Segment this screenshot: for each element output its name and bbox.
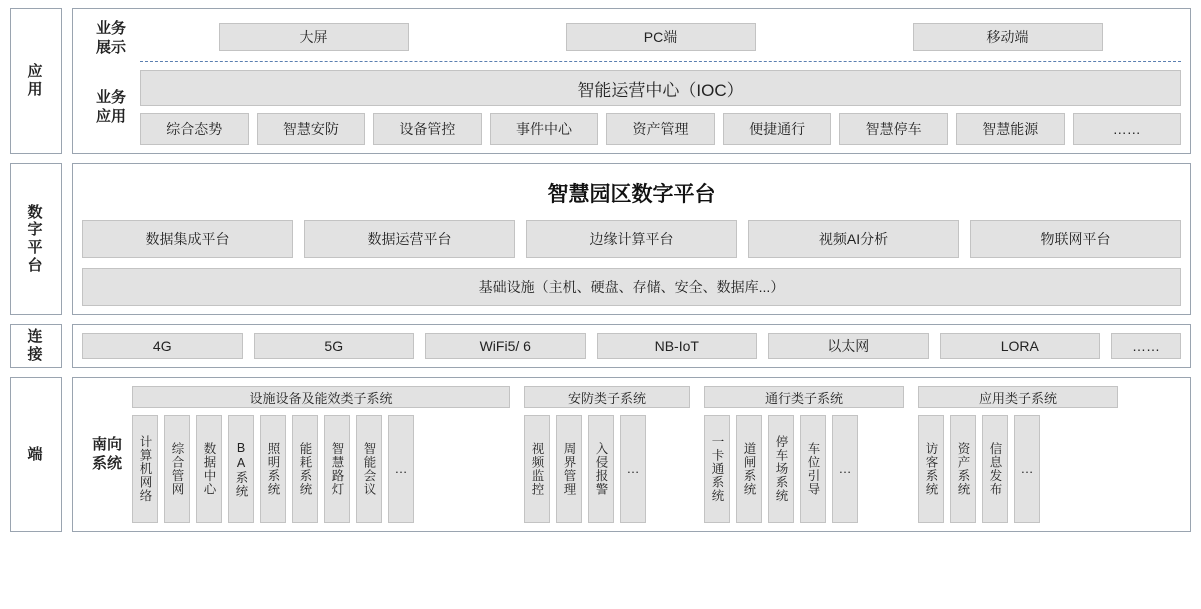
layer-label-connection-text: 连接 [27,328,45,363]
platform-iot[interactable]: 物联网平台 [970,220,1181,258]
terminal-group-title-facility: 设施设备及能效类子系统 [132,386,510,408]
connection-more[interactable]: …… [1111,333,1181,359]
app-tile-asset-management[interactable]: 资产管理 [606,113,715,145]
terminal-group-title-application: 应用类子系统 [918,386,1118,408]
terminal-item-barrier-gate-system[interactable]: 道闸系统 [736,415,762,523]
sub-label-business-display-text: 业务展示 [96,20,127,56]
connection-nbiot[interactable]: NB-IoT [597,333,758,359]
terminal-item-lighting-system[interactable]: 照明系统 [260,415,286,523]
layer-label-terminal-text: 端 [27,445,45,463]
terminal-item-smart-street-lamp[interactable]: 智慧路灯 [324,415,350,523]
sub-label-business-application-text: 业务应用 [96,88,127,125]
terminal-group-application [918,386,1118,523]
infrastructure-box[interactable]: 基础设施（主机、硬盘、存储、安全、数据库...） [82,268,1181,306]
connection-lora[interactable]: LORA [940,333,1101,359]
display-box-pc[interactable]: PC端 [566,23,756,51]
app-tile-smart-energy[interactable]: 智慧能源 [956,113,1065,145]
terminal-item-integrated-pipeline[interactable]: 综合管网 [164,415,190,523]
layer-terminal [10,377,1191,532]
digital-platform-body [72,163,1191,315]
layer-digital-platform [10,163,1191,315]
terminal-item-information-release[interactable]: 信息发布 [982,415,1008,523]
layer-label-connection [10,324,62,368]
connection-4g[interactable]: 4G [82,333,243,359]
terminal-group-security [524,386,690,523]
layer-label-terminal [10,377,62,532]
terminal-wrap [82,386,1181,523]
terminal-group-access [704,386,904,523]
app-tile-equipment-control[interactable]: 设备管控 [373,113,482,145]
app-tile-more[interactable]: …… [1073,113,1182,145]
connection-5g[interactable]: 5G [254,333,415,359]
layer-label-application-text: 应用 [27,63,45,98]
platform-edge-computing[interactable]: 边缘计算平台 [526,220,737,258]
sub-label-business-display [82,17,140,61]
display-box-large-screen[interactable]: 大屏 [219,23,409,51]
terminal-group-facility [132,386,510,523]
ioc-box[interactable]: 智能运营中心（IOC） [140,70,1181,106]
terminal-group-title-security: 安防类子系统 [524,386,690,408]
application-apps-row [82,70,1181,145]
terminal-item-parking-space-guidance[interactable]: 车位引导 [800,415,826,523]
terminal-item-parking-lot-system[interactable]: 停车场系统 [768,415,794,523]
platform-data-operation[interactable]: 数据运营平台 [304,220,515,258]
terminal-groups [132,386,1181,523]
terminal-item-data-center[interactable]: 数据中心 [196,415,222,523]
digital-platform-title: 智慧园区数字平台 [547,183,716,206]
dashed-divider [140,61,1181,62]
layer-label-digital-platform [10,163,62,315]
layer-application [10,8,1191,154]
terminal-item-application-more[interactable]: … [1014,415,1040,523]
application-body [72,8,1191,154]
connection-wifi[interactable]: WiFi5/ 6 [425,333,586,359]
terminal-group-title-access: 通行类子系统 [704,386,904,408]
terminal-items-security [524,415,690,523]
terminal-item-ba-system[interactable]: BA系统 [228,415,254,523]
terminal-item-computer-network[interactable]: 计算机网络 [132,415,158,523]
connection-items [82,333,1181,359]
terminal-item-facility-more[interactable]: … [388,415,414,523]
terminal-items-application [918,415,1118,523]
terminal-item-one-card-system[interactable]: 一卡通系统 [704,415,730,523]
platform-video-ai-analysis[interactable]: 视频AI分析 [748,220,959,258]
layer-label-application [10,8,62,154]
app-tile-convenient-access[interactable]: 便捷通行 [723,113,832,145]
terminal-items-access [704,415,904,523]
terminal-items-facility [132,415,510,523]
app-tile-event-center[interactable]: 事件中心 [490,113,599,145]
application-tiles [140,113,1181,145]
layer-label-digital-platform-text: 数字平台 [27,203,45,274]
sub-label-southbound-system-text: 南向系统 [92,435,123,472]
terminal-item-asset-system[interactable]: 资产系统 [950,415,976,523]
terminal-item-video-surveillance[interactable]: 视频监控 [524,415,550,523]
connection-ethernet[interactable]: 以太网 [768,333,929,359]
terminal-item-smart-conference[interactable]: 智能会议 [356,415,382,523]
sub-label-southbound-system [82,386,132,523]
app-tile-comprehensive-situation[interactable]: 综合态势 [140,113,249,145]
terminal-item-energy-consumption-system[interactable]: 能耗系统 [292,415,318,523]
terminal-item-security-more[interactable]: … [620,415,646,523]
application-rows [82,17,1181,145]
layer-connection [10,324,1191,368]
terminal-body [72,377,1191,532]
terminal-item-intrusion-alarm[interactable]: 入侵报警 [588,415,614,523]
display-channel-boxes [140,17,1181,61]
display-box-mobile[interactable]: 移动端 [913,23,1103,51]
application-apps-content [140,70,1181,145]
connection-body [72,324,1191,368]
terminal-item-visitor-system[interactable]: 访客系统 [918,415,944,523]
app-tile-smart-parking[interactable]: 智慧停车 [839,113,948,145]
digital-platform-modules [82,220,1181,258]
sub-label-business-application [82,70,140,145]
application-display-row [82,17,1181,61]
terminal-item-access-more[interactable]: … [832,415,858,523]
platform-data-integration[interactable]: 数据集成平台 [82,220,293,258]
terminal-item-perimeter-management[interactable]: 周界管理 [556,415,582,523]
app-tile-smart-security[interactable]: 智慧安防 [257,113,366,145]
